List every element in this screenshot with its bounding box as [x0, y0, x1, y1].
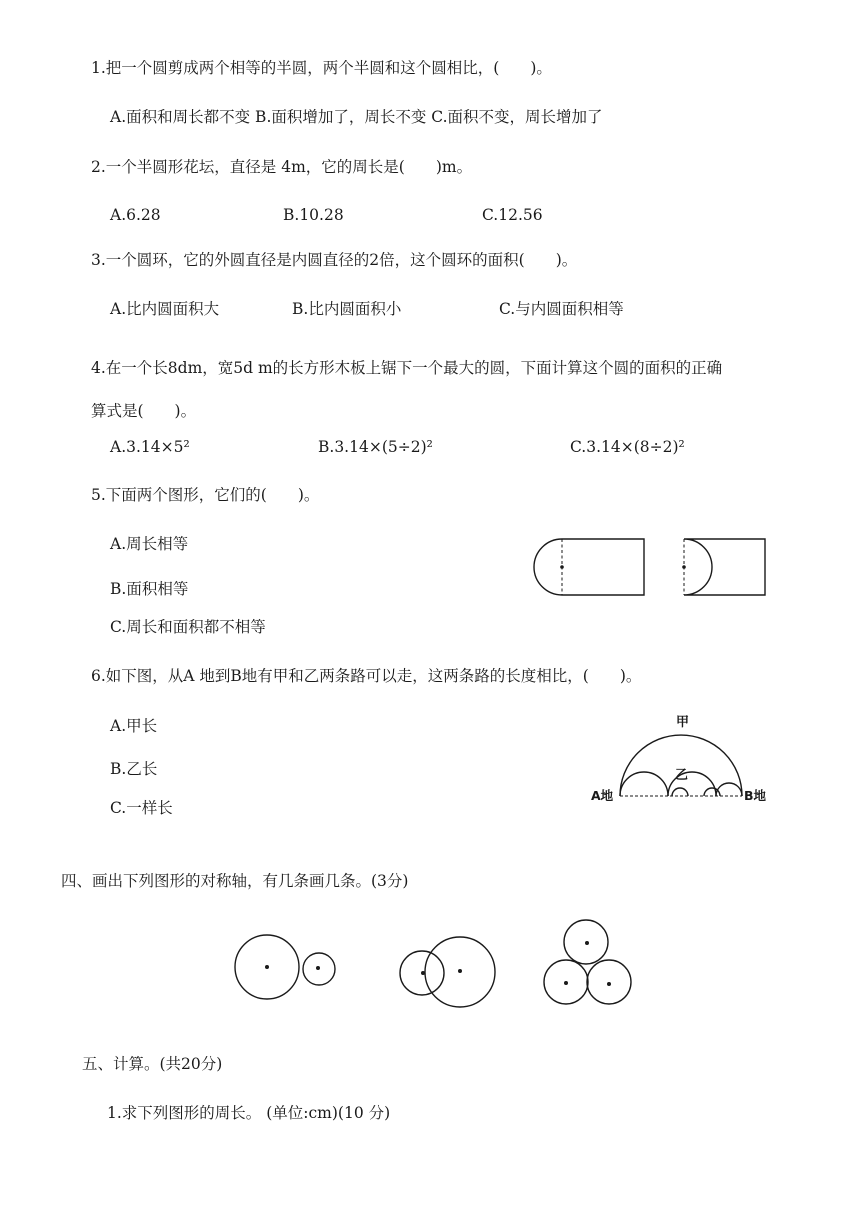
section4-figures — [228, 914, 648, 1014]
label-jia: 甲 — [676, 715, 690, 730]
q3-option-a: A.比内圆面积大 — [110, 300, 220, 318]
route-jia-arc — [620, 735, 742, 796]
fig1-dot-1 — [265, 965, 269, 969]
q6-option-b: B.乙长 — [110, 760, 158, 778]
q5-center-dot-left — [560, 565, 564, 569]
q6-stem: 6.如下图，从A 地到B地有甲和乙两条路可以走，这两条路的长度相比，( )。 — [91, 667, 642, 685]
fig3-dot-top — [585, 941, 589, 945]
q4-option-b: B.3.14×(5÷2)² — [318, 438, 433, 456]
q4-option-c: C.3.14×(8÷2)² — [570, 438, 685, 456]
q5-figure — [528, 534, 774, 600]
q5-shape-left — [534, 539, 644, 595]
q6-option-c: C.一样长 — [110, 799, 173, 817]
q4-stem-line2: 算式是( )。 — [91, 402, 197, 420]
q6-option-a: A.甲长 — [110, 717, 158, 735]
q3-option-b: B.比内圆面积小 — [292, 300, 402, 318]
fig2-dot-2 — [458, 969, 462, 973]
fig3-dot-left — [564, 981, 568, 985]
q5-option-c: C.周长和面积都不相等 — [110, 618, 266, 636]
label-yi: 乙 — [675, 768, 689, 783]
q5-option-a: A.周长相等 — [110, 535, 189, 553]
fig1-dot-2 — [316, 966, 320, 970]
q1-stem: 1.把一个圆剪成两个相等的半圆，两个半圆和这个圆相比，( )。 — [91, 59, 552, 77]
fig3-dot-right — [607, 982, 611, 986]
label-a-place: A地 — [591, 788, 614, 803]
q2-stem: 2.一个半圆形花坛，直径是 4m，它的周长是( )m。 — [91, 158, 473, 176]
q3-stem: 3.一个圆环，它的外圆直径是内圆直径的2倍，这个圆环的面积( )。 — [91, 251, 578, 269]
q2-option-a: A.6.28 — [110, 206, 161, 224]
q5-shape-right — [684, 539, 765, 595]
q1-options: A.面积和周长都不变 B.面积增加了，周长不变 C.面积不变，周长增加了 — [110, 108, 603, 126]
label-b-place: B地 — [744, 788, 767, 803]
q2-option-b: B.10.28 — [283, 206, 344, 224]
q4-option-a: A.3.14×5² — [110, 438, 190, 456]
q3-option-c: C.与内圆面积相等 — [499, 300, 624, 318]
section5-title: 五、计算。(共20分) — [82, 1055, 223, 1073]
q2-option-c: C.12.56 — [482, 206, 543, 224]
fig2-dot-1 — [421, 971, 425, 975]
section5-sub1: 1.求下列图形的周长。 (单位:cm)(10 分) — [107, 1104, 391, 1122]
route-yi-arc-1 — [620, 772, 668, 796]
q6-route-figure — [590, 710, 775, 810]
q5-center-dot-right — [682, 565, 686, 569]
q4-stem-line1: 4.在一个长8dm，宽5d m的长方形木板上锯下一个最大的圆，下面计算这个圆的面积的正确 — [91, 359, 723, 377]
route-yi-arc-small-1 — [672, 788, 688, 796]
section4-title: 四、画出下列图形的对称轴，有几条画几条。(3分) — [61, 872, 409, 890]
q5-stem: 5.下面两个图形，它们的( )。 — [91, 486, 320, 504]
q5-option-b: B.面积相等 — [110, 580, 189, 598]
